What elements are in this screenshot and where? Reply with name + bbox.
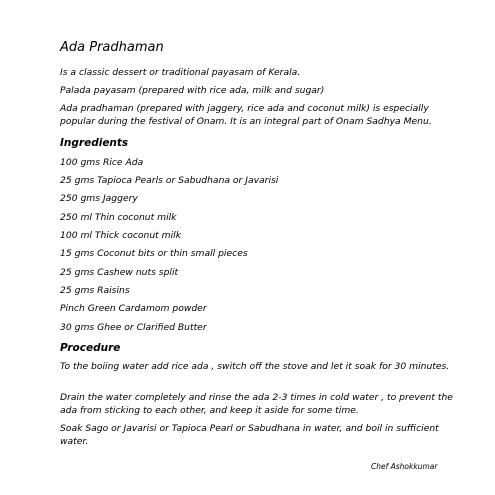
chef-signature: Chef Ashokkumar xyxy=(371,462,438,471)
intro-line: Is a classic dessert or traditional payasam of Kerala. xyxy=(60,67,301,78)
ingredients-heading: Ingredients xyxy=(60,137,129,149)
ingredient-item: 30 gms Ghee or Clarified Butter xyxy=(60,322,207,333)
ingredient-item: 250 ml Thin coconut milk xyxy=(60,212,177,223)
ingredient-item: 100 gms Rice Ada xyxy=(60,157,144,168)
ingredient-item: 15 gms Coconut bits or thin small pieces xyxy=(60,248,248,259)
ingredient-item: 100 ml Thick coconut milk xyxy=(60,230,182,241)
intro-line: Palada payasam (prepared with rice ada, milk and sugar) xyxy=(60,85,325,96)
ingredient-item: 25 gms Cashew nuts split xyxy=(60,267,179,278)
procedure-step: To the boiing water add rice ada , switch off the stove and let it soak for 30 minutes. xyxy=(60,361,450,372)
procedure-heading: Procedure xyxy=(60,342,121,354)
recipe-title: Ada Pradhaman xyxy=(60,40,164,55)
ingredient-item: Pinch Green Cardamom powder xyxy=(60,303,207,314)
procedure-step: Drain the water completely and rinse the ada 2-3 times in cold water , to prevent the ada from sticking to each other, and keep it aside for some time. xyxy=(60,392,453,416)
ingredient-item: 25 gms Tapioca Pearls or Sabudhana or Javarisi xyxy=(60,175,279,186)
procedure-step: Soak Sago or Javarisi or Tapioca Pearl or Sabudhana in water, and boil in sufficient water. xyxy=(60,423,439,447)
ingredient-item: 250 gms Jaggery xyxy=(60,193,138,204)
ingredient-item: 25 gms Raisins xyxy=(60,285,130,296)
description-paragraph: Ada pradhaman (prepared with jaggery, rice ada and coconut milk) is especially popular during the festival of Onam. It is an integral part of Onam Sadhya Menu. xyxy=(60,103,432,127)
